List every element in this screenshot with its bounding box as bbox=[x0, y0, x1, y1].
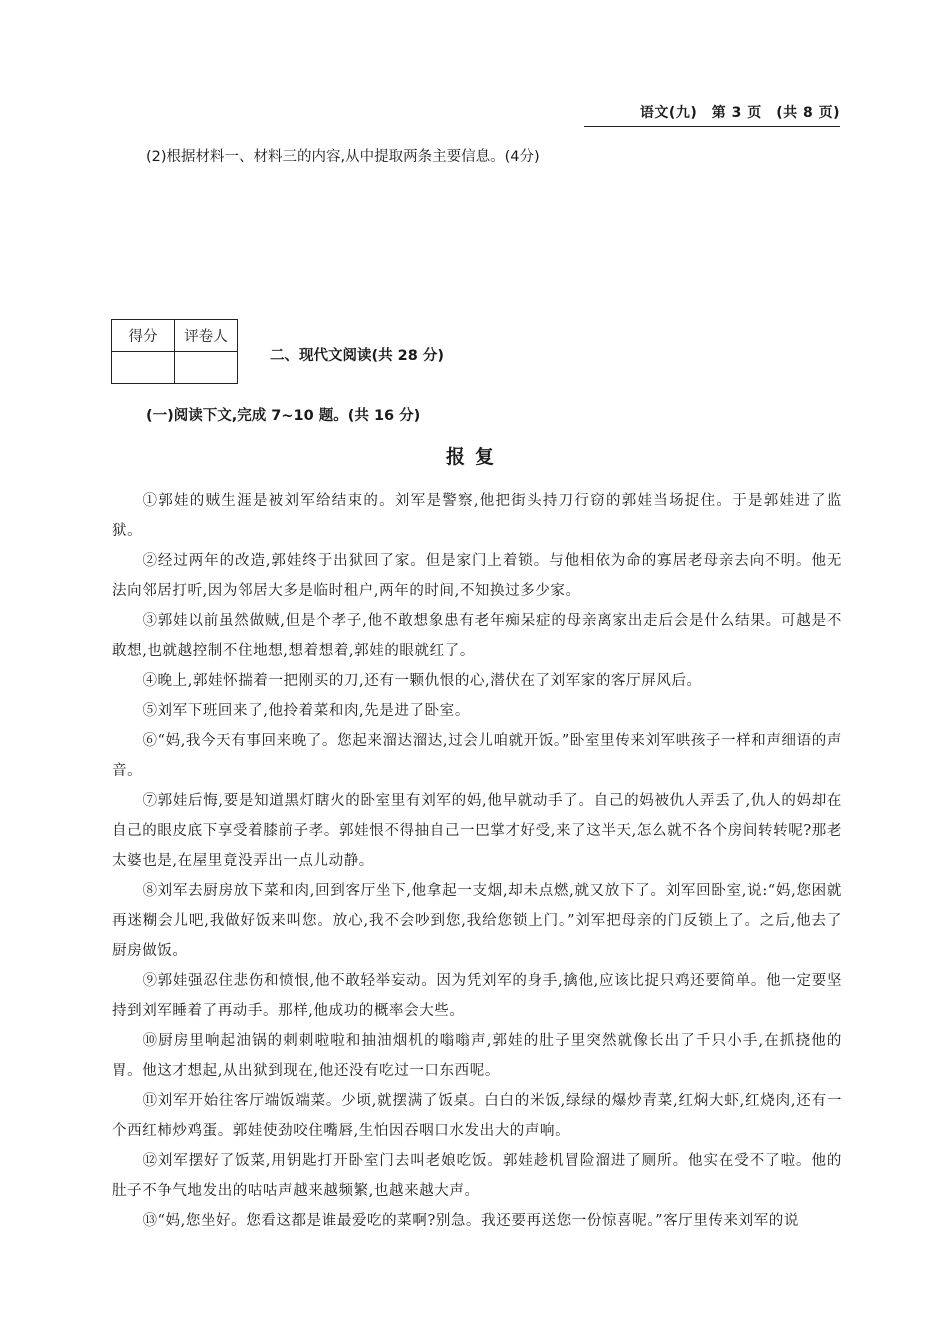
paragraph: ⑧刘军去厨房放下菜和肉,回到客厅坐下,他拿起一支烟,却未点燃,就又放下了。刘军回卧室,说:“妈,您困就再迷糊会儿吧,我做好饭来叫您。放心,我不会吵到您,我给您锁上门。”刘军把母亲的门反锁上了。之后,他去了厨房做饭。 bbox=[112, 883, 842, 959]
paragraph: ⑪刘军开始往客厅端饭端菜。少顷,就摆满了饭桌。白白的米饭,绿绿的爆炒青菜,红焖大虾,红烧肉,还有一个西红柿炒鸡蛋。郭娃使劲咬住嘴唇,生怕因吞咽口水发出大的声响。 bbox=[112, 1093, 842, 1139]
paragraph: ⑥“妈,我今天有事回来晚了。您起来溜达溜达,过会儿咱就开饭。”卧室里传来刘军哄孩子一样和声细语的声音。 bbox=[112, 733, 842, 779]
paragraph: ①郭娃的贼生涯是被刘军给结束的。刘军是警察,他把街头持刀行窃的郭娃当场捉住。于是郭娃进了监狱。 bbox=[112, 493, 842, 539]
score-table bbox=[111, 319, 238, 384]
paragraph: ③郭娃以前虽然做贼,但是个孝子,他不敢想象患有老年痴呆症的母亲离家出走后会是什么结果。可越是不敢想,也就越控制不住地想,想着想着,郭娃的眼就红了。 bbox=[112, 613, 842, 659]
story-body bbox=[112, 486, 842, 1236]
paragraph: ⑬“妈,您坐好。您看这都是谁最爱吃的菜啊?别急。我还要再送您一份惊喜呢。”客厅里传来刘军的说 bbox=[142, 1213, 799, 1229]
paragraph: ⑤刘军下班回来了,他拎着菜和肉,先是进了卧室。 bbox=[142, 703, 470, 719]
grader-label: 评卷人 bbox=[175, 320, 238, 352]
story-title: 报复 bbox=[445, 446, 504, 468]
paragraph: ②经过两年的改造,郭娃终于出狱回了家。但是家门上着锁。与他相依为命的寡居老母亲去向不明。他无法向邻居打听,因为邻居大多是临时租户,两年的时间,不知换过多少家。 bbox=[112, 553, 842, 599]
score-label: 得分 bbox=[112, 320, 175, 352]
reading-instruction: (一)阅读下文,完成 7~10 题。(共 16 分) bbox=[146, 408, 421, 424]
section-title: 二、现代文阅读(共 28 分) bbox=[270, 348, 445, 364]
paragraph: ⑩厨房里响起油锅的刺刺啦啦和抽油烟机的嗡嗡声,郭娃的肚子里突然就像长出了千只小手,在抓挠他的胃。他这才想起,从出狱到现在,他还没有吃过一口东西呢。 bbox=[112, 1033, 842, 1079]
page-header: 语文(九) 第 3 页 (共 8 页) bbox=[584, 102, 840, 127]
paragraph: ④晚上,郭娃怀揣着一把刚买的刀,还有一颗仇恨的心,潜伏在了刘军家的客厅屏风后。 bbox=[142, 673, 702, 689]
grader-cell[interactable] bbox=[175, 352, 238, 384]
paragraph: ⑫刘军摆好了饭菜,用钥匙打开卧室门去叫老娘吃饭。郭娃趁机冒险溜进了厕所。他实在受不了啦。他的肚子不争气地发出的咕咕声越来越频繁,也越来越大声。 bbox=[112, 1153, 842, 1199]
paragraph: ⑦郭娃后悔,要是知道黑灯瞎火的卧室里有刘军的妈,他早就动手了。自己的妈被仇人弄丢了,仇人的妈却在自己的眼皮底下享受着膝前子孝。郭娃恨不得抽自己一巴掌才好受,来了这半天,怎么就不各个房间转转呢?那老太婆也是,在屋里竟没弄出一点儿动静。 bbox=[112, 793, 842, 869]
question-2: (2)根据材料一、材料三的内容,从中提取两条主要信息。(4分) bbox=[146, 149, 540, 165]
score-cell[interactable] bbox=[112, 352, 175, 384]
paragraph: ⑨郭娃强忍住悲伤和愤恨,他不敢轻举妄动。因为凭刘军的身手,擒他,应该比捉只鸡还要简单。他一定要坚持到刘军睡着了再动手。那样,他成功的概率会大些。 bbox=[112, 973, 842, 1019]
